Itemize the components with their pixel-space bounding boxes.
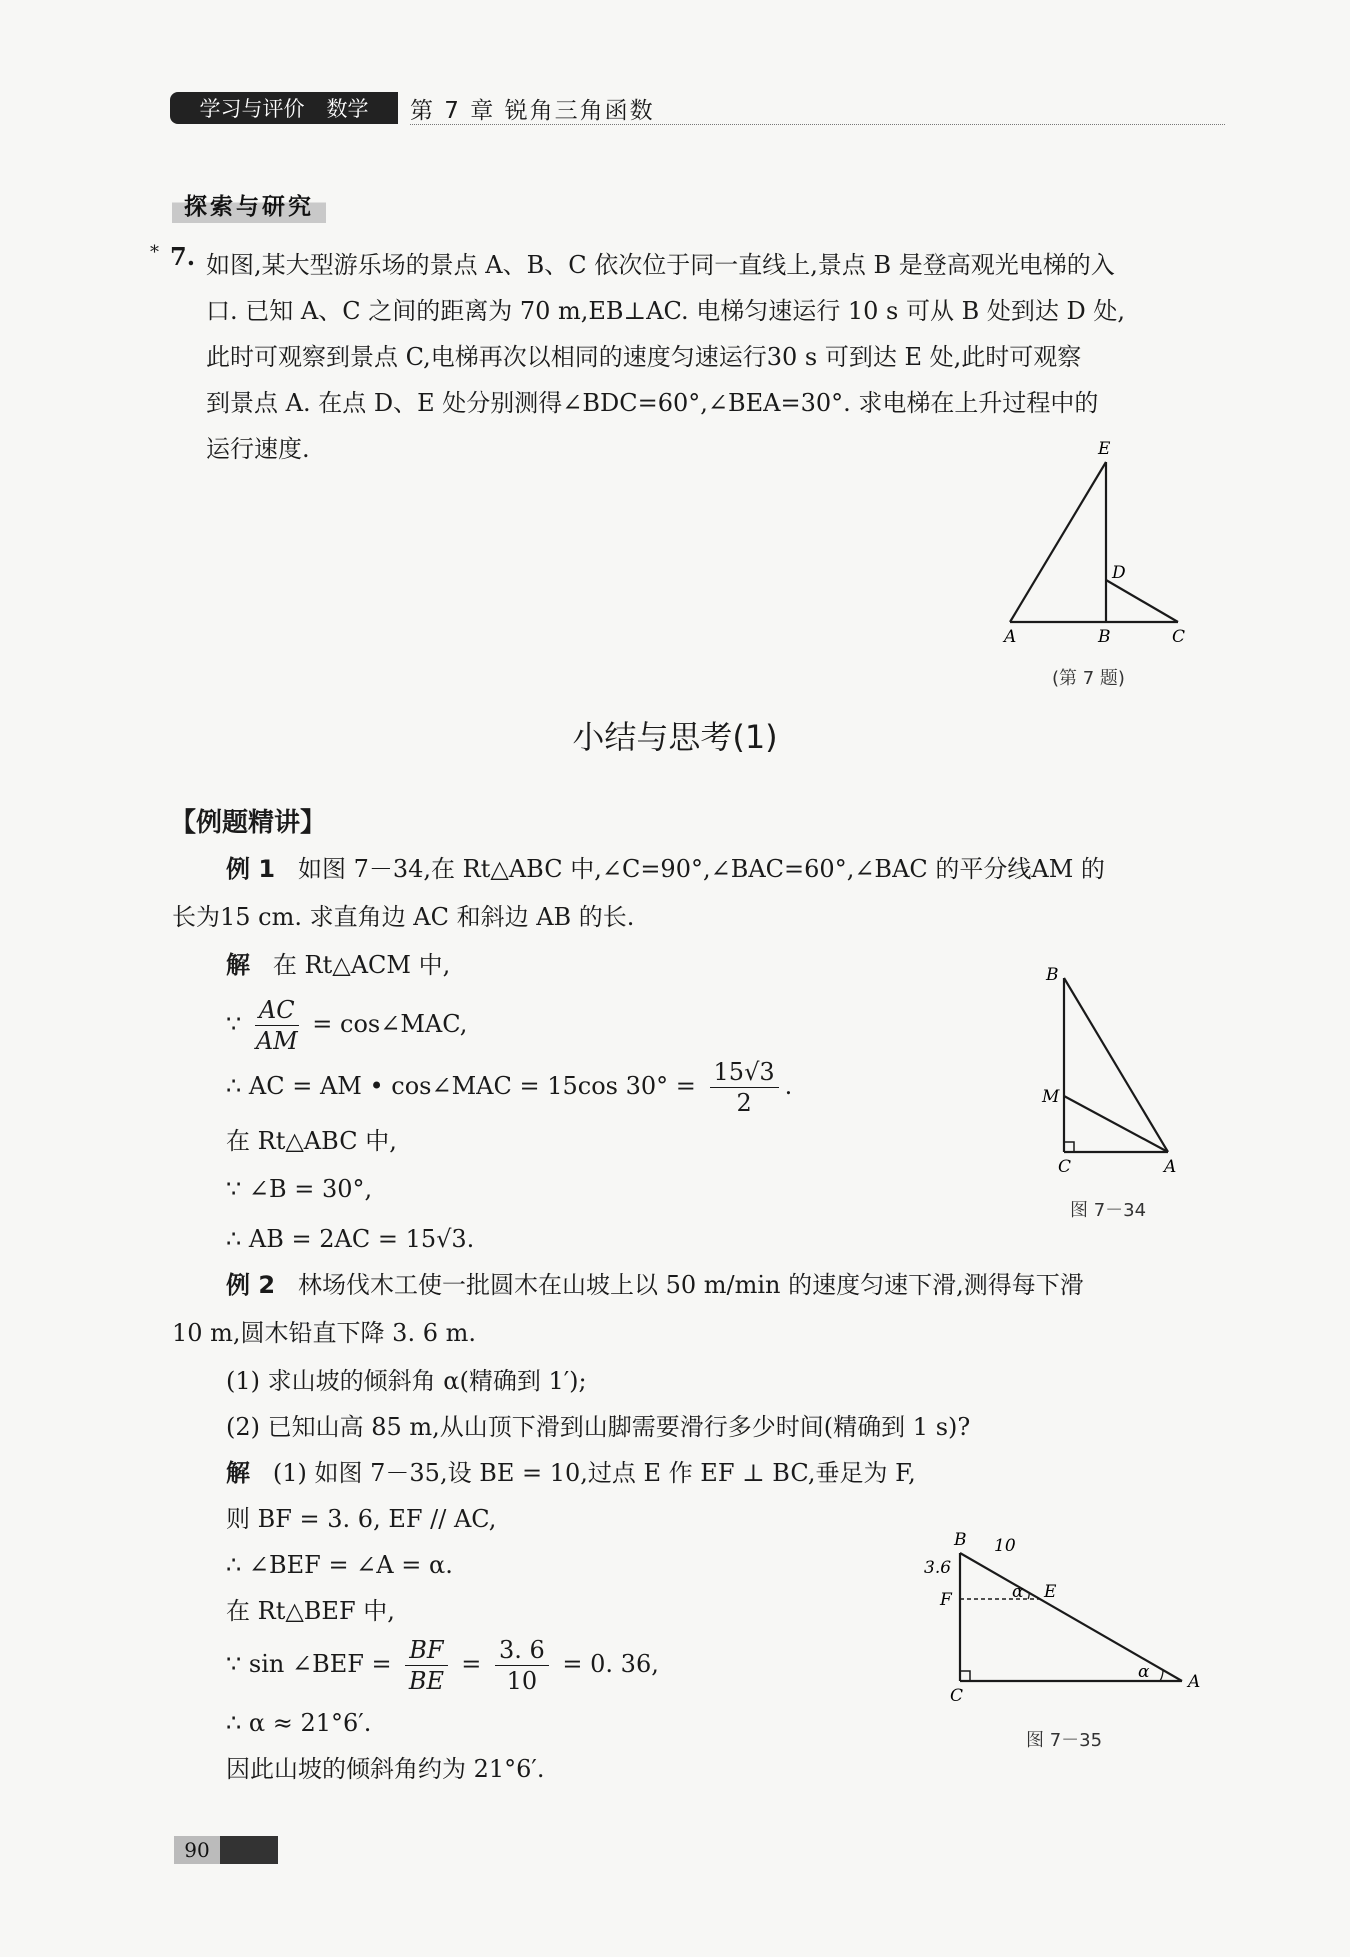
header-subject: 数学 <box>326 97 369 121</box>
example2-label: 例 2 <box>226 1271 276 1299</box>
fig735-label-alpha-a: α <box>1138 1662 1150 1682</box>
problem-star: * <box>150 242 159 263</box>
example2-question-2: (2) 已知山高 85 m,从山顶下滑到山脚需要滑行多少时间(精确到 1 s)? <box>226 1413 971 1441</box>
fig735-label-b: B <box>954 1530 967 1550</box>
example2-sin-rest: = 0. 36, <box>562 1650 659 1678</box>
example2-line-2: 10 m,圆木铅直下降 3. 6 m. <box>172 1319 476 1347</box>
example1-solution-label: 解 <box>226 951 250 979</box>
example1-line-2: 长为15 cm. 求直角边 AC 和斜边 AB 的长. <box>172 903 635 931</box>
fig735-angle-arc-a <box>1160 1670 1163 1681</box>
example1-sol-line-6: ∴ AB = 2AC = 15√3. <box>226 1225 475 1253</box>
example2-text-1: 林场伐木工使一批圆木在山坡上以 50 m/min 的速度匀速下滑,测得每下滑 <box>297 1271 1084 1299</box>
fig735-label-10: 10 <box>994 1536 1016 1556</box>
fraction-denominator: BE <box>408 1667 444 1695</box>
fraction-bf-be <box>405 1635 447 1696</box>
header-book: 学习与评价 <box>199 97 305 121</box>
fig7-line-dc <box>1106 580 1178 622</box>
equals-sign: = <box>461 1650 482 1678</box>
page-number: 90 <box>174 1836 220 1864</box>
example1-sol-text-2: = cos∠MAC, <box>312 1010 468 1038</box>
section-tag: 探索与研究 <box>172 186 326 223</box>
fraction-ac-am <box>255 995 299 1056</box>
fig734-label-m: M <box>1042 1087 1060 1107</box>
fraction-denominator: 10 <box>506 1667 538 1695</box>
example1-sol-line-3 <box>226 1054 792 1118</box>
fig735-label-e: E <box>1044 1582 1057 1602</box>
fig7-label-e: E <box>1098 439 1111 459</box>
example2-sol-line-4: 在 Rt△BEF 中, <box>226 1597 395 1625</box>
fig734-label-b: B <box>1046 965 1059 985</box>
example2-sol-line-7: 因此山坡的倾斜角约为 21°6′. <box>226 1755 545 1783</box>
fig735-label-c: C <box>950 1686 964 1705</box>
page-number-tab <box>174 1836 278 1864</box>
problem-line-1: 如图,某大型游乐场的景点 A、B、C 依次位于同一直线上,景点 B 是登高观光电梯的入 <box>206 251 1115 279</box>
example1-line-1 <box>226 846 1105 892</box>
fraction-15sqrt3-2 <box>710 1057 779 1118</box>
example1-sol-text-3: ∴ AC = AM • cos∠MAC = 15cos 30° = <box>226 1072 696 1100</box>
fig734-caption: 图 7－34 <box>1070 1200 1147 1221</box>
figure-problem-7 <box>990 432 1200 652</box>
fig735-label-alpha-e: α <box>1012 1582 1024 1602</box>
problem-line-5: 运行速度. <box>206 435 310 463</box>
fig7-label-a: A <box>1004 627 1017 647</box>
fraction-3p6-10 <box>495 1635 549 1696</box>
example1-sol-line-2 <box>226 992 467 1056</box>
problem-line-2: 口. 已知 A、C 之间的距离为 70 m,EB⊥AC. 电梯匀速运行 10 s 可从 B 处到达 D 处, <box>206 297 1125 325</box>
fraction-numerator: 3. 6 <box>495 1635 549 1666</box>
fig7-caption: (第 7 题) <box>1052 668 1125 689</box>
example2-sol-line-5 <box>226 1632 659 1696</box>
example1-sol-line-5: ∵ ∠B = 30°, <box>226 1175 373 1203</box>
fig735-label-f: F <box>940 1590 952 1610</box>
example1-period: . <box>784 1072 793 1100</box>
fraction-denominator: 2 <box>736 1089 752 1117</box>
fraction-numerator: BF <box>405 1635 447 1666</box>
example1-sol-line-4: 在 Rt△ABC 中, <box>226 1127 397 1155</box>
fig735-caption: 图 7－35 <box>1026 1730 1103 1751</box>
example2-sin-prefix: ∵ sin ∠BEF = <box>226 1650 392 1678</box>
figure-7-34 <box>1030 960 1190 1180</box>
fig7-label-c: C <box>1172 627 1186 647</box>
figure-7-35 <box>920 1525 1215 1705</box>
header-badge <box>170 92 398 124</box>
header-chapter: 第 7 章 锐角三角函数 <box>410 98 655 124</box>
fig734-line-ba <box>1064 978 1168 1152</box>
because-symbol: ∵ <box>226 1010 242 1038</box>
examples-heading: 【例题精讲】 <box>170 808 327 838</box>
example1-label: 例 1 <box>226 855 276 883</box>
problem-number: 7. <box>170 242 196 271</box>
example2-sol-line-6: ∴ α ≈ 21°6′. <box>226 1709 372 1737</box>
example2-solution-label: 解 <box>226 1459 250 1487</box>
fig734-label-a: A <box>1164 1157 1177 1177</box>
example1-text-1: 如图 7－34,在 Rt△ABC 中,∠C=90°,∠BAC=60°,∠BAC 的平分线AM 的 <box>297 855 1105 883</box>
example2-question-1: (1) 求山坡的倾斜角 α(精确到 1′); <box>226 1367 587 1395</box>
example2-sol-text-1: (1) 如图 7－35,设 BE = 10,过点 E 作 EF ⊥ BC,垂足为 F, <box>272 1459 916 1487</box>
example2-sol-line-2: 则 BF = 3. 6, EF // AC, <box>226 1505 497 1533</box>
fraction-denominator: AM <box>255 1027 298 1055</box>
problem-line-4: 到景点 A. 在点 D、E 处分别测得∠BDC=60°,∠BEA=30°. 求电梯在上升过程中的 <box>206 389 1099 417</box>
example1-sol-line-1 <box>226 942 450 988</box>
fraction-numerator: 15√3 <box>710 1057 779 1088</box>
summary-title: 小结与思考(1) <box>572 718 778 756</box>
example2-sol-line-3: ∴ ∠BEF = ∠A = α. <box>226 1551 453 1579</box>
fig735-right-angle <box>960 1671 970 1681</box>
fig7-label-d: D <box>1112 563 1126 583</box>
example2-line-1 <box>226 1262 1084 1308</box>
fig735-label-a: A <box>1188 1672 1201 1692</box>
fig7-line-ae <box>1010 462 1106 622</box>
example1-sol-text-1: 在 Rt△ACM 中, <box>272 951 451 979</box>
fraction-numerator: AC <box>255 995 299 1026</box>
fig7-label-b: B <box>1098 627 1111 647</box>
problem-line-3: 此时可观察到景点 C,电梯再次以相同的速度匀速运行30 s 可到达 E 处,此时可观察 <box>206 343 1082 371</box>
example2-sol-line-1 <box>226 1450 916 1496</box>
fig734-label-c: C <box>1058 1157 1072 1177</box>
header-divider <box>410 124 1225 125</box>
fig734-right-angle <box>1064 1142 1074 1152</box>
fig735-label-3-6: 3.6 <box>924 1558 952 1578</box>
